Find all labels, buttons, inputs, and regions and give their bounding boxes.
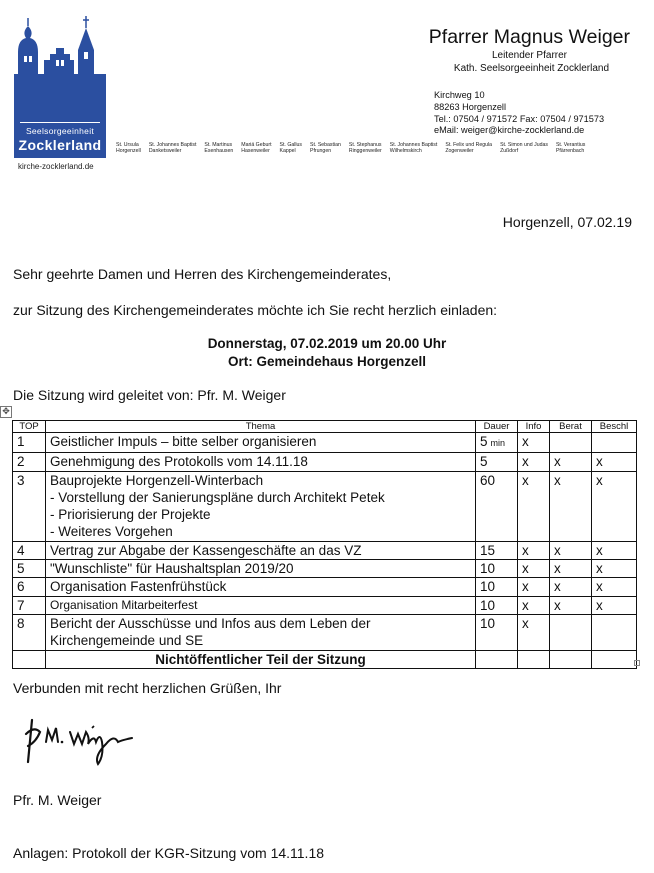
parish-church: Mariä Geburt	[241, 142, 272, 148]
agenda-topic	[46, 578, 476, 596]
agenda-topic	[46, 541, 476, 559]
agenda-berat-mark: x	[550, 578, 592, 596]
agenda-topic-title: Bauprojekte Horgenzell-Winterbach	[50, 472, 264, 488]
parish-church: St. Ursula	[116, 142, 139, 148]
parish-church: St. Verantius	[555, 142, 586, 148]
parish-place: Danketsweiler	[148, 148, 182, 154]
parish-item	[204, 142, 233, 154]
agenda-duration-value: 5	[480, 454, 488, 470]
agenda-info-mark: x	[518, 560, 550, 578]
parish-place: Kappel	[279, 148, 296, 154]
agenda-topic-subitem: - Priorisierung der Projekte	[50, 507, 211, 523]
agenda-info-mark: x	[518, 614, 550, 650]
agenda-topic	[46, 596, 476, 614]
agenda-beschl-mark: x	[592, 578, 637, 596]
parish-item	[116, 142, 141, 154]
agenda-duration	[476, 596, 518, 614]
agenda-topic-title: Vertrag zur Abgabe der Kassengeschäfte an das VZ	[50, 542, 362, 558]
agenda-berat-mark: x	[550, 596, 592, 614]
agenda-topic-title: Organisation Mitarbeiterfest	[50, 597, 198, 612]
agenda-top-number: 8	[13, 614, 46, 650]
nonpublic-section-label: Nichtöffentlicher Teil der Sitzung	[46, 650, 476, 668]
sender-street: Kirchweg 10	[434, 90, 485, 100]
agenda-top-number: 5	[13, 560, 46, 578]
sender-phone: Tel.: 07504 / 971572 Fax: 07504 / 971573	[434, 114, 605, 124]
parish-item	[241, 142, 271, 154]
agenda-duration-value: 10	[480, 561, 496, 577]
agenda-row	[13, 433, 637, 453]
signed-name: Pfr. M. Weiger	[13, 792, 102, 808]
table-resize-handle[interactable]	[634, 660, 640, 666]
parish-church: St. Martinus	[204, 142, 233, 148]
agenda-beschl-mark: x	[592, 471, 637, 541]
agenda-topic-title: Organisation Fastenfrühstück	[50, 579, 227, 595]
agenda-duration	[476, 433, 518, 453]
sender-city: 88263 Horgenzell	[434, 102, 507, 112]
agenda-berat-mark	[550, 433, 592, 453]
parish-church: St. Simon und Judas	[500, 142, 548, 148]
agenda-header-row	[13, 421, 637, 433]
meeting-datetime: Donnerstag, 07.02.2019 um 20.00 Uhr	[207, 336, 447, 351]
agenda-beschl-mark	[592, 433, 637, 453]
parish-item	[149, 142, 197, 154]
agenda-beschl-mark: x	[592, 560, 637, 578]
agenda-duration-unit: min	[490, 438, 506, 448]
parish-place: Ringgenweiler	[348, 148, 382, 154]
logo-line-1: Seelsorgeeinheit	[25, 126, 95, 136]
agenda-duration	[476, 471, 518, 541]
sender-role: Leitender Pfarrer	[491, 50, 567, 61]
agenda-duration-value: 15	[480, 542, 496, 558]
table-move-handle-icon[interactable]: ✥	[0, 406, 12, 418]
agenda-topic-title: Geistlicher Impuls – bitte selber organisieren	[50, 434, 317, 449]
parish-item	[445, 142, 492, 154]
col-header-thema: Thema	[46, 421, 476, 433]
chair-line: Die Sitzung wird geleitet von: Pfr. M. Weiger	[13, 387, 286, 403]
agenda-berat-mark	[550, 614, 592, 650]
handwritten-signature	[22, 712, 152, 774]
agenda-info-mark: x	[518, 578, 550, 596]
parish-item	[349, 142, 382, 154]
salutation: Sehr geehrte Damen und Herren des Kirchengemeinderates,	[13, 266, 392, 282]
agenda-top-number: 7	[13, 596, 46, 614]
parish-logo	[14, 16, 106, 158]
agenda-row	[13, 453, 637, 471]
parish-place: Horgenzell	[116, 148, 141, 154]
parish-place: Pfärrenbach	[555, 148, 585, 154]
agenda-beschl-mark: x	[592, 453, 637, 471]
agenda-top-number: 2	[13, 453, 46, 471]
agenda-duration	[476, 453, 518, 471]
agenda-info-mark: x	[518, 541, 550, 559]
agenda-beschl-mark	[592, 614, 637, 650]
agenda-row	[13, 596, 637, 614]
parish-church: St. Sebastian	[310, 142, 341, 148]
parish-church: St. Johannes Baptist	[389, 142, 438, 148]
agenda-info-mark: x	[518, 453, 550, 471]
agenda-duration-value: 60	[480, 472, 496, 488]
agenda-footer-row	[13, 650, 637, 668]
parish-place: Pfrungen	[310, 148, 332, 154]
agenda-top-number: 3	[13, 471, 46, 541]
parish-item	[500, 142, 548, 154]
agenda-duration	[476, 614, 518, 650]
agenda-top-number: 4	[13, 541, 46, 559]
agenda-beschl-mark: x	[592, 596, 637, 614]
agenda-top-number: 1	[13, 433, 46, 453]
agenda-row	[13, 614, 637, 650]
agenda-topic-title: Bericht der Ausschüsse und Infos aus dem Leben der	[50, 615, 371, 631]
agenda-duration	[476, 541, 518, 559]
parish-church: St. Felix und Regula	[445, 142, 493, 148]
agenda-topic-subitem: - Vorstellung der Sanierungspläne durch Architekt Petek	[50, 489, 385, 505]
agenda-duration-value: 5	[480, 434, 488, 449]
logo-line-2: Zocklerland	[18, 137, 102, 153]
parish-place: Esenhausen	[204, 148, 234, 154]
invitation-text: zur Sitzung des Kirchengemeinderates möchte ich Sie recht herzlich einladen:	[13, 302, 498, 318]
agenda-berat-mark: x	[550, 541, 592, 559]
agenda-duration-value: 10	[480, 615, 496, 631]
parish-church: St. Johannes Baptist	[148, 142, 197, 148]
agenda-info-mark: x	[518, 433, 550, 453]
agenda-row	[13, 471, 637, 541]
agenda-berat-mark: x	[550, 471, 592, 541]
col-header-info: Info	[518, 421, 550, 433]
parish-item	[390, 142, 438, 154]
agenda-duration-value: 10	[480, 597, 496, 613]
parish-place: Zußdorf	[500, 148, 519, 154]
parish-church: St. Gallus	[279, 142, 303, 148]
agenda-topic-subitem: Kirchengemeinde und SE	[50, 633, 204, 649]
meeting-location: Ort: Gemeindehaus Horgenzell	[227, 354, 427, 369]
parish-place: Wilhelmskirch	[389, 148, 422, 154]
agenda-top-number: 6	[13, 578, 46, 596]
parish-item	[310, 142, 341, 154]
sender-unit: Kath. Seelsorgeeinheit Zocklerland	[453, 63, 609, 74]
agenda-info-mark: x	[518, 471, 550, 541]
parish-place: Zogenweiler	[445, 148, 474, 154]
agenda-row	[13, 541, 637, 559]
col-header-berat: Berat	[550, 421, 592, 433]
agenda-berat-mark: x	[550, 453, 592, 471]
agenda-duration	[476, 560, 518, 578]
agenda-topic	[46, 471, 476, 541]
agenda-berat-mark: x	[550, 560, 592, 578]
agenda-topic	[46, 560, 476, 578]
col-header-beschl: Beschl	[592, 421, 637, 433]
letter-date: Horgenzell, 07.02.19	[502, 214, 632, 230]
attachments-line: Anlagen: Protokoll der KGR-Sitzung vom 14.11.18	[13, 845, 325, 861]
agenda-info-mark: x	[518, 596, 550, 614]
agenda-duration	[476, 578, 518, 596]
agenda-row	[13, 560, 637, 578]
agenda-topic-title: Genehmigung des Protokolls vom 14.11.18	[50, 454, 308, 470]
agenda-topic-title: "Wunschliste" für Haushaltsplan 2019/20	[50, 561, 294, 577]
agenda-topic	[46, 614, 476, 650]
website-url[interactable]: kirche-zocklerland.de	[18, 162, 94, 171]
col-header-top: TOP	[13, 421, 46, 433]
col-header-dauer: Dauer	[476, 421, 518, 433]
agenda-row	[13, 578, 637, 596]
parish-church: St. Stephanus	[348, 142, 382, 148]
sender-email[interactable]: eMail: weiger@kirche-zocklerland.de	[434, 125, 585, 135]
closing-line: Verbunden mit recht herzlichen Grüßen, Ihr	[13, 680, 282, 696]
parish-list	[116, 142, 593, 154]
agenda-beschl-mark: x	[592, 541, 637, 559]
agenda-topic	[46, 453, 476, 471]
sender-name: Pfarrer Magnus Weiger	[428, 26, 630, 48]
parish-item	[280, 142, 303, 154]
parish-item	[556, 142, 585, 154]
agenda-duration-value: 10	[480, 579, 496, 595]
agenda-table	[12, 420, 637, 669]
agenda-topic-subitem: - Weiteres Vorgehen	[50, 524, 173, 540]
parish-place: Hasenweiler	[241, 148, 270, 154]
agenda-topic	[46, 433, 476, 453]
